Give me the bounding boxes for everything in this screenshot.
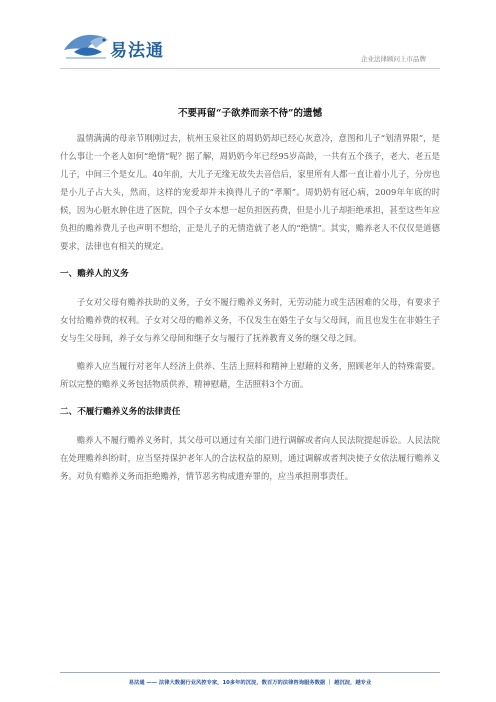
- footer-divider: [60, 672, 440, 673]
- paragraph: 子女对父母有赡养扶助的义务，子女不履行赡养义务时，无劳动能力或生活困难的父母，有要求子女付给赡养费的权利。子女对父母的赡养义务，不仅发生在婚生子女与父母间，而且也发生在非婚生子女与生父母间，养子女与养父母间和继子女与履行了抚养教育义务的继父母之间。: [60, 297, 440, 343]
- paragraph: 赡养人不履行赡养义务时，其父母可以通过有关部门进行调解或者向人民法院提起诉讼。人民法院在处理赡养纠纷时，应当坚持保护老年人的合法权益的原则，通过调解或者判决使子女依法履行赡养义务。对负有赡养义务而拒绝赡养，情节恶劣构成遗弃罪的，应当承担刑事责任。: [60, 435, 440, 481]
- section-heading-liability: 二、不履行赡养义务的法律责任: [60, 407, 181, 417]
- page-footer: 易法通 —— 法律大数据行业风控专家，10多年的沉淀，数百万的法律咨询服务数据 ｜ 越沉淀，越专业: [128, 680, 372, 686]
- brand-tagline: 企业法律顾问上市品牌: [361, 55, 426, 63]
- article-body: [60, 105, 440, 495]
- brand-name: 易法通: [110, 41, 164, 61]
- header-divider: [60, 68, 440, 69]
- paragraph: 赡养人应当履行对老年人经济上供养、生活上照料和精神上慰藉的义务，照顾老年人的特殊需要。所以完整的赡养义务包括物质供养，精神慰藉，生活照料3个方面。: [60, 361, 440, 389]
- intro-paragraph: 温情满满的母亲节刚刚过去，杭州玉泉社区的周奶奶却已经心灰意冷，意图和儿子“划清界限”，是什么事让一个老人如何“绝情”呢？据了解，周奶奶今年已经95岁高龄，一共有五个孩子，老大、老五是儿子，中间三个是女儿。40年前，大儿子无缘无故失去音信后，家里所有人都一直让着小儿子，分房也是小儿子占大头，然而，这样的宠爱却并未换得儿子的“孝顺”。周奶奶有冠心病，2009年年底的时候，因为心脏水肿住进了医院，四个子女本想一起负担医药费，但是小儿子却拒绝承担，甚至这些年应负担的赡养费儿子也声明不想给，正是儿子的无情造就了老人的“绝情”。其实，赡养老人不仅仅是道德要求，法律也有相关的规定。: [60, 133, 440, 251]
- section-heading-duties: 一、赡养人的义务: [60, 269, 129, 279]
- page-header: [0, 0, 496, 70]
- article-title: 不要再留“子欲养而亲不待”的遗憾: [178, 108, 322, 119]
